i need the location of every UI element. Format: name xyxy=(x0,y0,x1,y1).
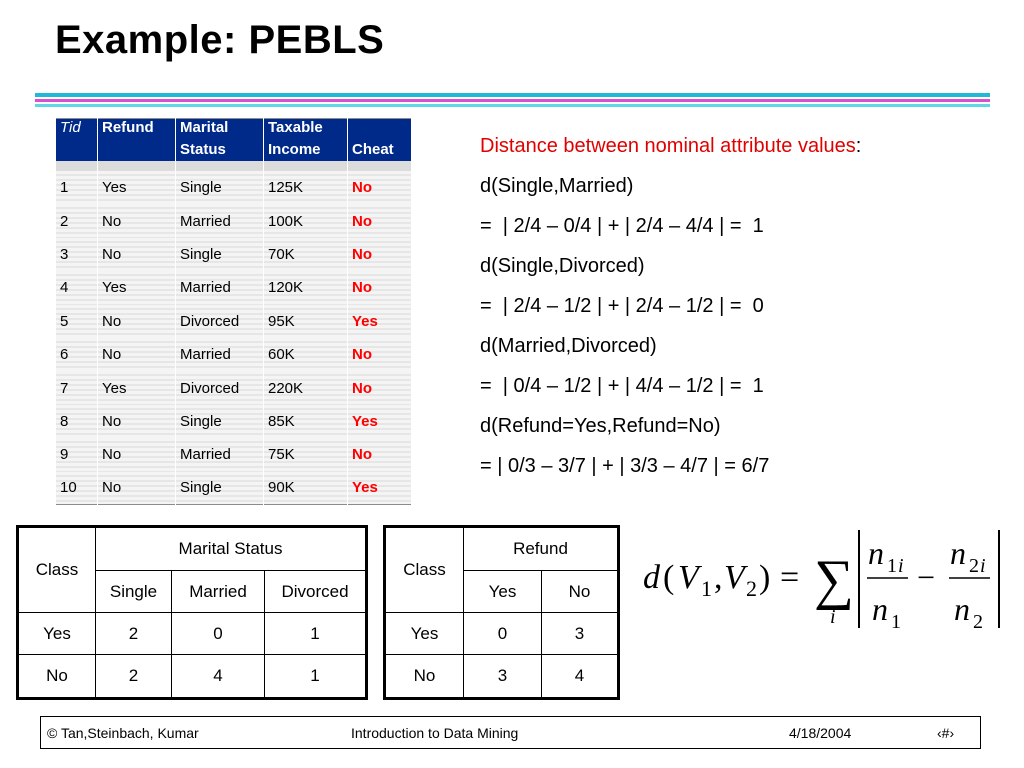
table-row xyxy=(56,371,412,404)
row-label: Yes xyxy=(18,613,96,655)
cell-refund: Yes xyxy=(98,271,176,304)
cell-cheat: Yes xyxy=(348,305,412,338)
mvdm-distance-formula xyxy=(640,524,1015,634)
cell-refund: No xyxy=(98,405,176,438)
cell-cheat: No xyxy=(348,238,412,271)
formula-n1i-sub1: 1 xyxy=(887,555,897,577)
cell-income: 125K xyxy=(264,171,348,204)
cell-tid: 7 xyxy=(56,371,98,404)
table-row xyxy=(385,613,619,655)
table-row xyxy=(56,405,412,438)
formula-d: d xyxy=(643,559,660,596)
cell-refund: Yes xyxy=(98,171,176,204)
row-label: No xyxy=(18,655,96,699)
cell-tid: 4 xyxy=(56,271,98,304)
cell-income: 85K xyxy=(264,405,348,438)
formula-v1: V xyxy=(678,559,699,596)
distance-line: = | 2/4 – 0/4 | + | 2/4 – 4/4 | = 1 xyxy=(480,215,764,237)
cell-income: 120K xyxy=(264,271,348,304)
header-tid: Tid xyxy=(56,119,98,142)
cell-marital: Single xyxy=(176,472,264,505)
marital-col-divorced: Divorced xyxy=(265,571,367,613)
formula-close-paren: ) xyxy=(759,559,771,596)
distance-heading-line xyxy=(480,126,861,166)
cell-marital: Single xyxy=(176,405,264,438)
header-taxable-line1: Taxable xyxy=(264,119,348,142)
formula-n1i: n xyxy=(868,535,884,571)
cell-marital: Divorced xyxy=(176,305,264,338)
cell-refund: No xyxy=(98,438,176,471)
formula-v2: V xyxy=(724,559,745,596)
cell-marital: Married xyxy=(176,438,264,471)
cell-income: 70K xyxy=(264,238,348,271)
distance-line: d(Single,Married) xyxy=(480,175,634,197)
table-row xyxy=(56,171,412,204)
count-cell: 3 xyxy=(542,613,619,655)
formula-sigma: ∑ xyxy=(814,549,854,611)
footer-copyright: © Tan,Steinbach, Kumar xyxy=(47,725,199,741)
cell-income: 100K xyxy=(264,204,348,237)
cell-cheat: No xyxy=(348,438,412,471)
page-title: Example: PEBLS xyxy=(55,18,385,62)
slide-footer xyxy=(40,716,981,749)
formula-open-paren: ( xyxy=(663,559,675,596)
formula-n2: n xyxy=(954,591,970,627)
cell-tid: 5 xyxy=(56,305,98,338)
cell-refund: No xyxy=(98,305,176,338)
training-data-table xyxy=(55,118,412,505)
cell-refund: No xyxy=(98,238,176,271)
table-row xyxy=(385,655,619,699)
refund-col-no: No xyxy=(542,571,619,613)
cell-refund: No xyxy=(98,338,176,371)
cell-tid: 1 xyxy=(56,171,98,204)
cell-tid: 8 xyxy=(56,405,98,438)
formula-n1-sub: 1 xyxy=(891,611,901,633)
distance-line: d(Refund=Yes,Refund=No) xyxy=(480,415,721,437)
cell-tid: 3 xyxy=(56,238,98,271)
refund-group-header: Refund xyxy=(464,527,619,571)
header-spacer-row xyxy=(56,161,412,171)
distance-line: d(Single,Divorced) xyxy=(480,255,645,277)
cell-marital: Married xyxy=(176,338,264,371)
count-cell: 2 xyxy=(96,655,172,699)
header-taxable-line2: Income xyxy=(264,141,348,161)
formula-sum-index: i xyxy=(830,606,836,628)
distance-line: = | 0/4 – 1/2 | + | 4/4 – 1/2 | = 1 xyxy=(480,375,764,397)
title-rule-magenta xyxy=(35,99,990,102)
table-row xyxy=(56,438,412,471)
refund-col-yes: Yes xyxy=(464,571,542,613)
cell-refund: Yes xyxy=(98,371,176,404)
formula-n2i-sub2: i xyxy=(980,555,986,577)
cell-marital: Married xyxy=(176,271,264,304)
refund-class-header: Class xyxy=(385,527,464,613)
formula-n1: n xyxy=(872,591,888,627)
count-cell: 0 xyxy=(464,613,542,655)
distance-heading: Distance between nominal attribute values xyxy=(480,135,856,157)
formula-comma: , xyxy=(714,559,723,596)
footer-course: Introduction to Data Mining xyxy=(351,725,519,741)
count-cell: 2 xyxy=(96,613,172,655)
formula-minus: − xyxy=(917,559,936,595)
header-tid-blank xyxy=(56,141,98,161)
distance-explanation xyxy=(480,126,861,486)
formula-n2i-sub1: 2 xyxy=(969,555,979,577)
table-row xyxy=(56,338,412,371)
footer-page-number: ‹#› xyxy=(937,725,955,741)
footer-date: 4/18/2004 xyxy=(789,725,852,741)
distance-heading-colon: : xyxy=(855,135,862,157)
cell-tid: 10 xyxy=(56,472,98,505)
cell-cheat: No xyxy=(348,171,412,204)
table-row xyxy=(56,271,412,304)
cell-cheat: Yes xyxy=(348,472,412,505)
cell-income: 95K xyxy=(264,305,348,338)
title-rule-cyan xyxy=(35,93,990,97)
cell-cheat: No xyxy=(348,338,412,371)
marital-status-count-table xyxy=(16,525,368,700)
title-rule-light-cyan xyxy=(35,104,990,107)
marital-class-header: Class xyxy=(18,527,96,613)
marital-col-married: Married xyxy=(172,571,265,613)
cell-income: 90K xyxy=(264,472,348,505)
count-cell: 4 xyxy=(172,655,265,699)
count-cell: 0 xyxy=(172,613,265,655)
refund-count-table xyxy=(383,525,620,700)
data-table-body xyxy=(56,171,412,505)
cell-income: 75K xyxy=(264,438,348,471)
header-cheat-top xyxy=(348,119,412,142)
table-row xyxy=(56,472,412,505)
header-refund-blank xyxy=(98,141,176,161)
header-marital-line2: Status xyxy=(176,141,264,161)
cell-marital: Married xyxy=(176,204,264,237)
table-row xyxy=(18,655,367,699)
cell-marital: Single xyxy=(176,238,264,271)
table-row xyxy=(18,613,367,655)
header-refund: Refund xyxy=(98,119,176,142)
distance-line: d(Married,Divorced) xyxy=(480,335,657,357)
table-row xyxy=(56,305,412,338)
cell-marital: Single xyxy=(176,171,264,204)
formula-n2-sub: 2 xyxy=(973,611,983,633)
table-row xyxy=(56,238,412,271)
cell-cheat: No xyxy=(348,371,412,404)
cell-tid: 6 xyxy=(56,338,98,371)
row-label: No xyxy=(385,655,464,699)
cell-income: 220K xyxy=(264,371,348,404)
cell-refund: No xyxy=(98,472,176,505)
cell-cheat: Yes xyxy=(348,405,412,438)
row-label: Yes xyxy=(385,613,464,655)
distance-line: = | 0/3 – 3/7 | + | 3/3 – 4/7 | = 6/7 xyxy=(480,455,770,477)
cell-refund: No xyxy=(98,204,176,237)
cell-tid: 2 xyxy=(56,204,98,237)
distance-line: = | 2/4 – 1/2 | + | 2/4 – 1/2 | = 0 xyxy=(480,295,764,317)
formula-v1-subscript: 1 xyxy=(701,576,712,601)
count-cell: 1 xyxy=(265,613,367,655)
header-cheat: Cheat xyxy=(348,141,412,161)
cell-cheat: No xyxy=(348,204,412,237)
table-row xyxy=(56,204,412,237)
header-marital-line1: Marital xyxy=(176,119,264,142)
count-cell: 4 xyxy=(542,655,619,699)
count-cell: 3 xyxy=(464,655,542,699)
cell-marital: Divorced xyxy=(176,371,264,404)
marital-col-single: Single xyxy=(96,571,172,613)
cell-tid: 9 xyxy=(56,438,98,471)
formula-v2-subscript: 2 xyxy=(746,576,757,601)
cell-cheat: No xyxy=(348,271,412,304)
formula-n2i: n xyxy=(950,535,966,571)
count-cell: 1 xyxy=(265,655,367,699)
cell-income: 60K xyxy=(264,338,348,371)
formula-equals: = xyxy=(780,559,800,596)
formula-n1i-sub2: i xyxy=(898,555,904,577)
marital-group-header: Marital Status xyxy=(96,527,367,571)
